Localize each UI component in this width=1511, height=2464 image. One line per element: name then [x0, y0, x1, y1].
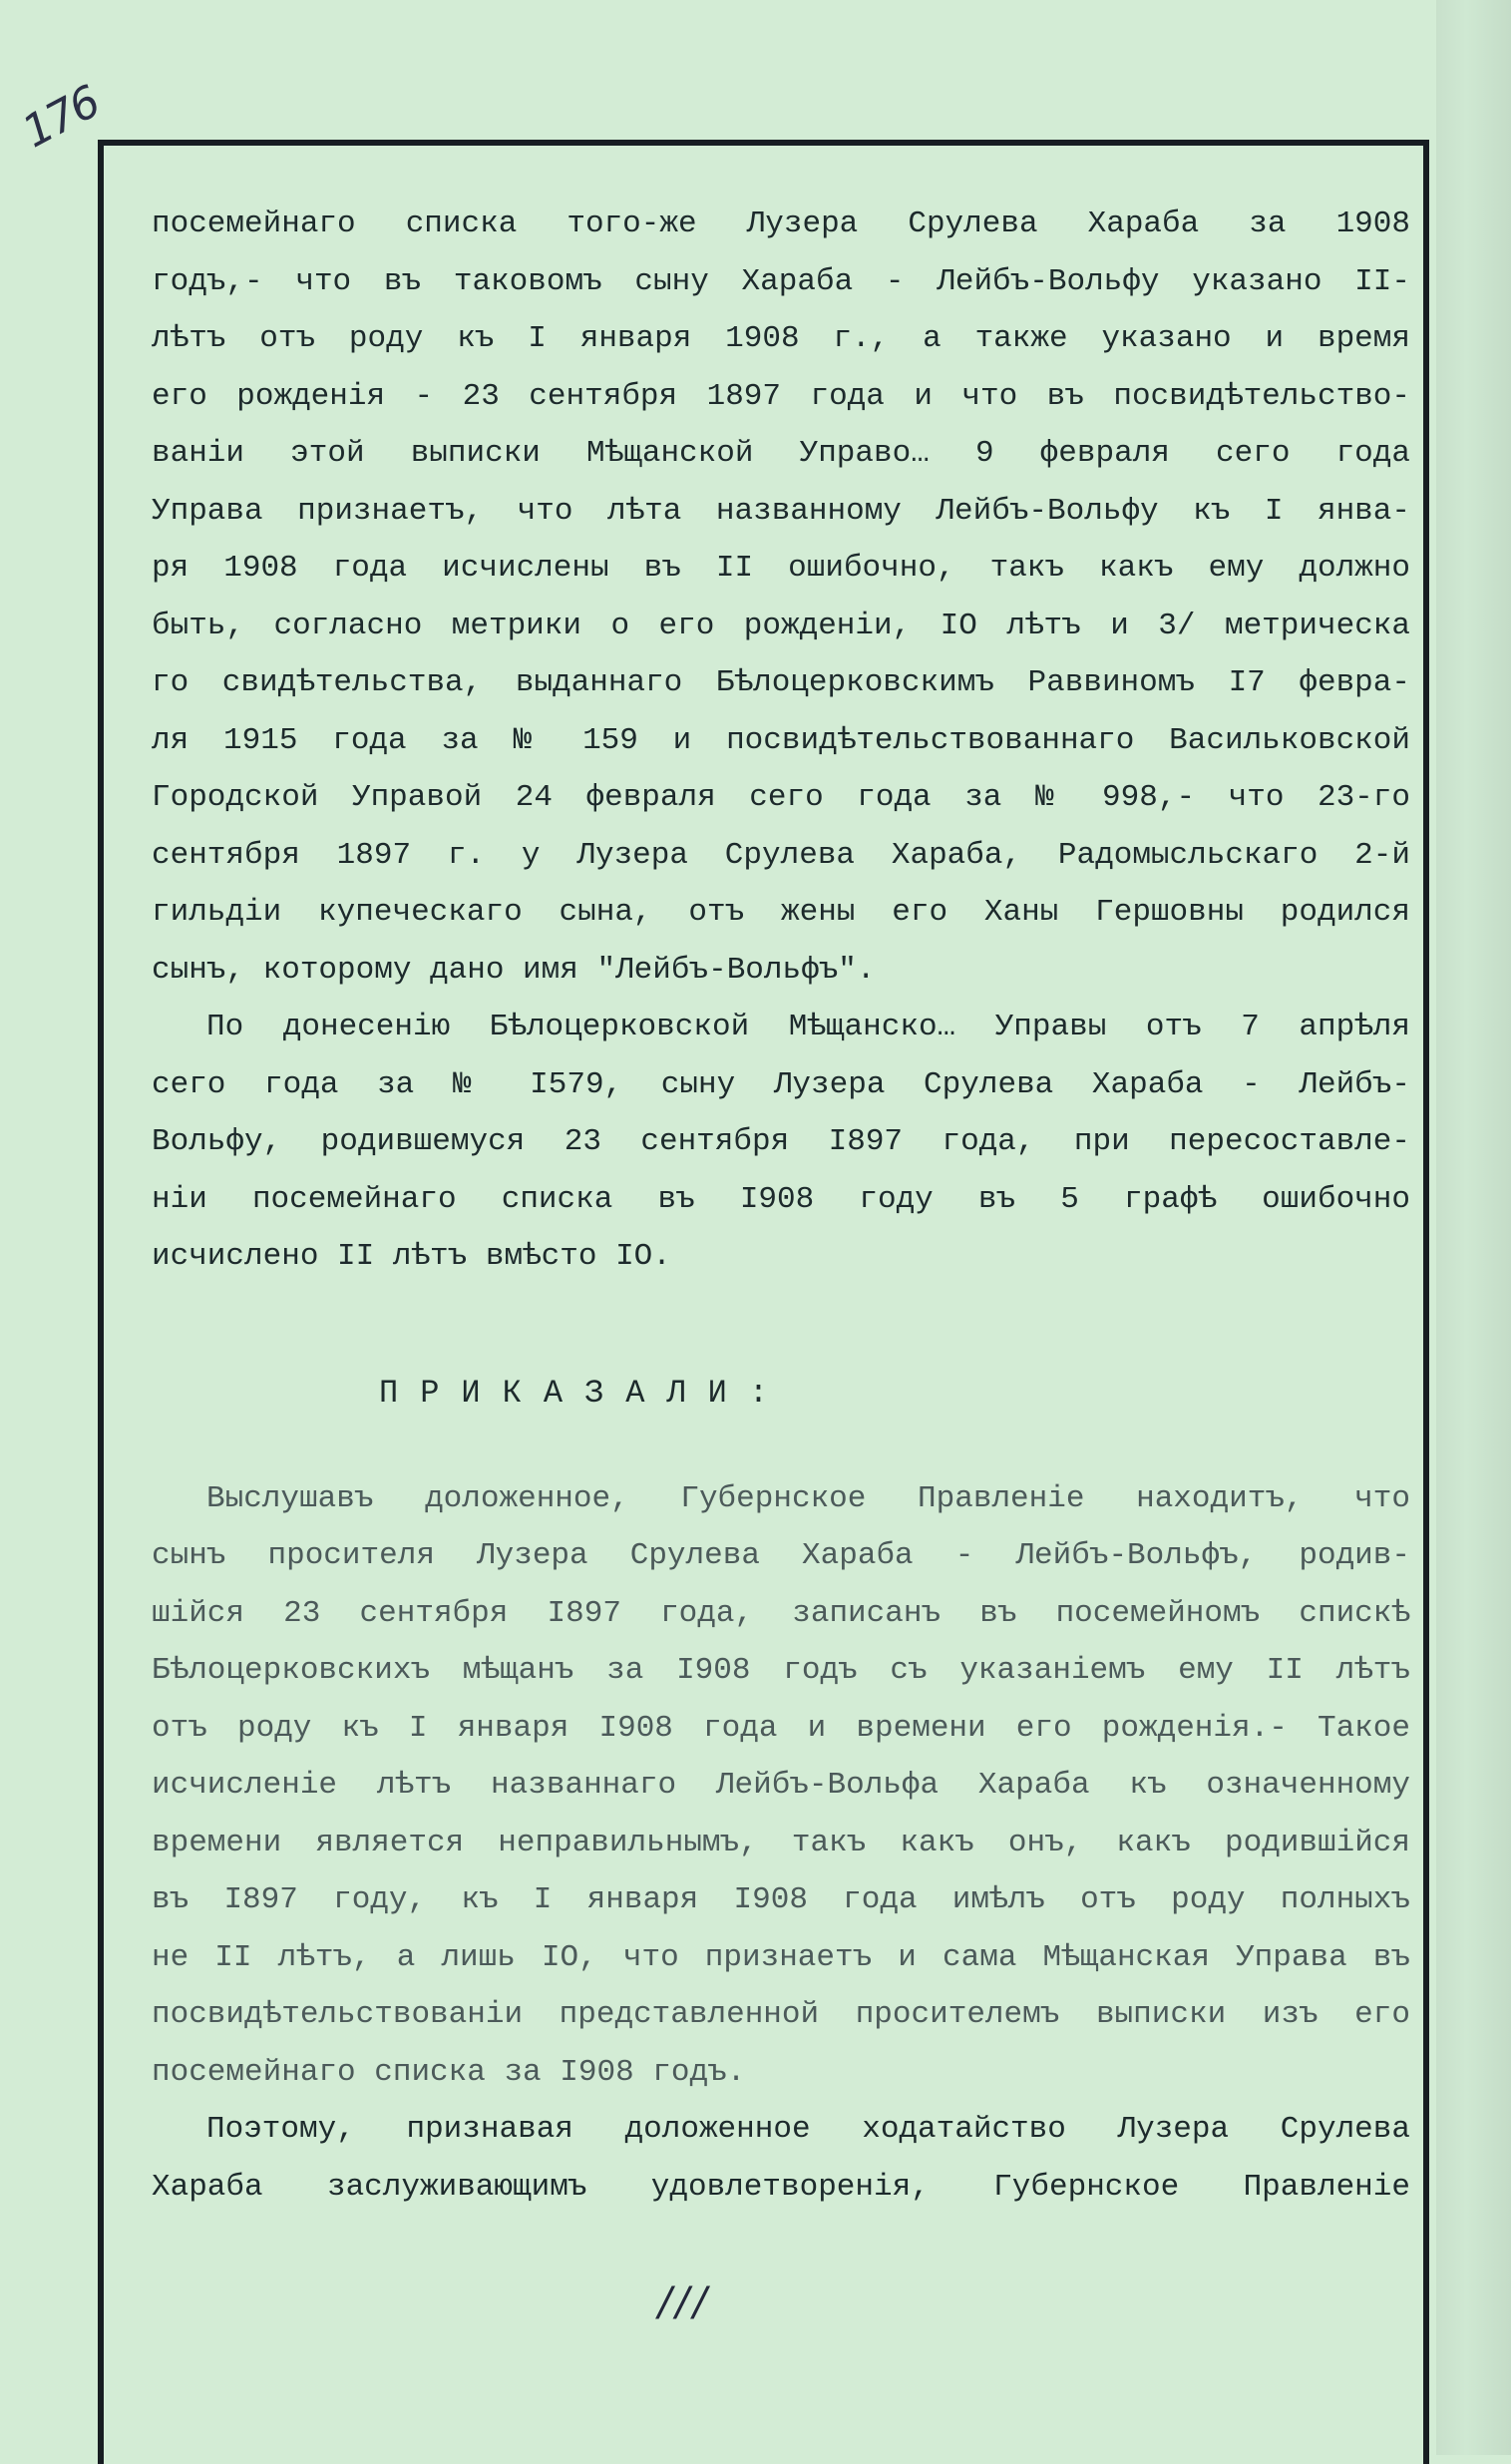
- page-continuation-mark: ///: [658, 2279, 711, 2325]
- text-line: годъ,- что въ таковомъ сыну Хараба - Лейбъ-Вольфу указано II-: [152, 263, 1410, 299]
- text-line: сентября 1897 г. у Лузера Срулева Хараба, Радомысльскаго 2-й: [152, 837, 1410, 873]
- text-line: гильдіи купеческаго сына, отъ жены его Ханы Гершовны родился: [152, 895, 1410, 930]
- text-line: го свидѣтельства, выданнаго Бѣлоцерковскимъ Раввиномъ I7 февра-: [152, 665, 1410, 700]
- text-line: отъ роду къ I января I908 года и времени его рожденія.- Такое: [152, 1710, 1410, 1746]
- text-line: посвидѣтельствованіи представленной просителемъ выписки изъ его: [152, 1997, 1410, 2032]
- text-line: сего года за № I579, сыну Лузера Срулева Хараба - Лейбъ-: [152, 1066, 1410, 1102]
- handwritten-folio-number: 176: [14, 76, 108, 159]
- text-line: въ I897 году, къ I января I908 года имѣлъ отъ роду полныхъ: [152, 1882, 1410, 1917]
- section-heading: ПРИКАЗАЛИ:: [379, 1374, 791, 1412]
- text-line: Хараба заслуживающимъ удовлетворенія, Губернское Правленіе: [152, 2169, 1410, 2205]
- text-line: ря 1908 года исчислены въ II ошибочно, такъ какъ ему должно: [152, 551, 1410, 586]
- text-line: Городской Управой 24 февраля сего года за № 998,- что 23-го: [152, 780, 1410, 815]
- text-line: ля 1915 года за № 159 и посвидѣтельствованнаго Васильковской: [152, 722, 1410, 758]
- paragraph-3: [152, 1470, 1410, 2102]
- text-line: исчислено II лѣтъ вмѣсто IO.: [152, 1239, 671, 1274]
- text-line: ніи посемейнаго списка въ I908 году въ 5 графѣ ошибочно: [152, 1181, 1410, 1217]
- text-line: Выслушавъ доложенное, Губернское Правленіе находитъ, что: [206, 1480, 1410, 1516]
- adjacent-page-edge: [1436, 0, 1511, 2455]
- text-line: ваніи этой выписки Мѣщанской Управо… 9 февраля сего года: [152, 436, 1410, 471]
- text-line: По донесенію Бѣлоцерковской Мѣщанско… Управы отъ 7 апрѣля: [206, 1010, 1410, 1044]
- paragraph-4: [152, 2101, 1410, 2216]
- text-line: Бѣлоцерковскихъ мѣщанъ за I908 годъ съ указаніемъ ему II лѣтъ: [152, 1653, 1410, 1688]
- text-line: исчисленіе лѣтъ названнаго Лейбъ-Вольфа Хараба къ означенному: [152, 1768, 1410, 1803]
- text-line: сынъ просителя Лузера Срулева Хараба - Лейбъ-Вольфъ, родив-: [152, 1538, 1410, 1573]
- text-line: быть, согласно метрики о его рожденіи, IO лѣтъ и 3/ метрическа: [152, 608, 1410, 643]
- text-line: посемейнаго списка за I908 годъ.: [152, 2054, 746, 2090]
- text-line: посемейнаго списка того-же Лузера Срулева Хараба за 1908: [152, 206, 1410, 241]
- document-body: [152, 196, 1410, 2216]
- text-line: Поэтому, признавая доложенное ходатайство Лузера Срулева: [206, 2112, 1410, 2147]
- text-line: времени является неправильнымъ, такъ какъ онъ, какъ родившійся: [152, 1825, 1410, 1860]
- text-line: не II лѣтъ, а лишь IO, что признаетъ и сама Мѣщанская Управа въ: [152, 1939, 1410, 1975]
- paragraph-2: [152, 999, 1410, 1286]
- paragraph-1: [152, 196, 1410, 999]
- text-line: лѣтъ отъ роду къ I января 1908 г., а также указано и время: [152, 321, 1410, 356]
- text-line: шійся 23 сентября I897 года, записанъ въ посемейномъ спискѣ: [152, 1595, 1410, 1631]
- text-line: сынъ, которому дано имя "Лейбъ-Вольфъ".: [152, 952, 876, 988]
- text-line: Управа признаетъ, что лѣта названному Лейбъ-Вольфу къ I янва-: [152, 493, 1410, 529]
- text-line: его рожденія - 23 сентября 1897 года и что въ посвидѣтельство-: [152, 378, 1410, 414]
- text-line: Вольфу, родившемуся 23 сентября I897 года, при пересоставле-: [152, 1124, 1410, 1159]
